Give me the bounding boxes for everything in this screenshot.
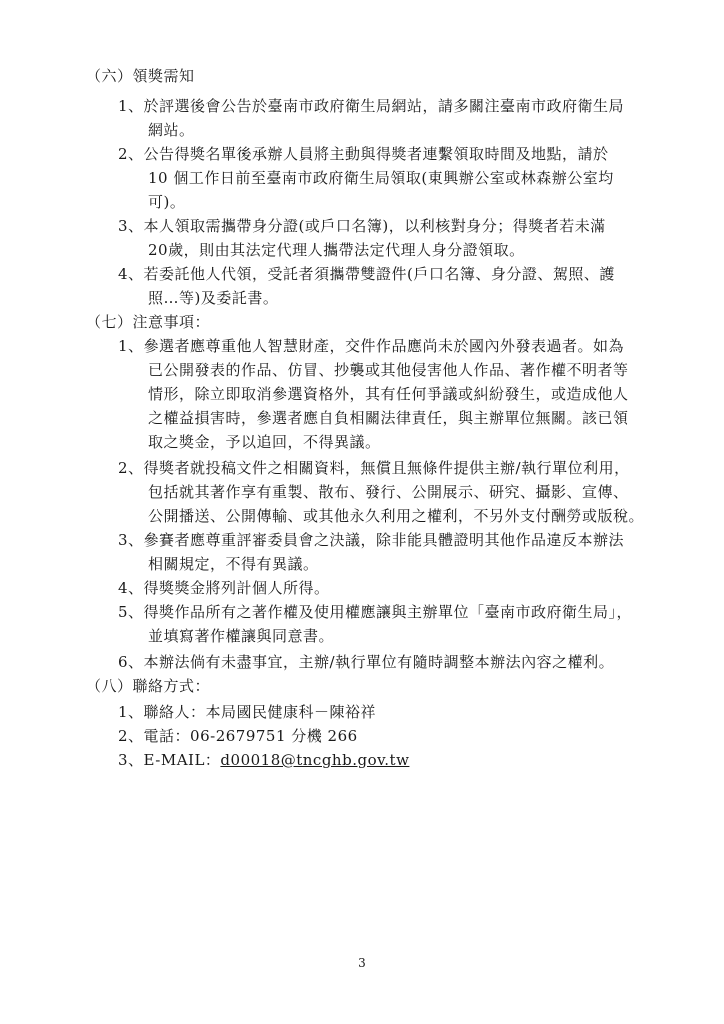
sec6-item2-line1: 2、公告得獎名單後承辦人員將主動與得獎者連繫領取時間及地點，請於 (118, 145, 609, 163)
section-6-heading: （六）領獎需知 (86, 67, 195, 85)
sec6-item1-line2: 網站。 (148, 121, 195, 139)
sec6-item4-line1: 4、若委託他人代領，受託者須攜帶雙證件(戶口名簿、身分證、駕照、護 (118, 265, 615, 283)
sec6-item1-line1: 1、於評選後會公告於臺南市政府衛生局網站，請多關注臺南市政府衛生局 (118, 97, 625, 115)
sec7-item2-line3: 公開播送、公開傳輸、或其他永久利用之權利，不另外支付酬勞或版稅。 (148, 507, 645, 525)
sec7-item1-line4: 之權益損害時，參選者應自負相關法律責任，與主辦單位無關。該已領 (148, 409, 629, 427)
sec7-item3-line2: 相關規定，不得有異議。 (148, 555, 319, 573)
contact-phone: 2、電話：06-2679751 分機 266 (118, 727, 358, 745)
sec7-item5-line1: 5、得獎作品所有之著作權及使用權應讓與主辦單位「臺南市政府衛生局」， (118, 603, 633, 621)
sec7-item2-line1: 2、得獎者就投稿文件之相關資料，無償且無條件提供主辦/執行單位利用， (118, 459, 630, 477)
sec7-item1-line5: 取之獎金，予以追回，不得異議。 (148, 433, 381, 451)
sec7-item5-line2: 並填寫著作權讓與同意書。 (148, 627, 335, 645)
sec7-item6-line1: 6、本辦法倘有未盡事宜，主辦/執行單位有隨時調整本辦法內容之權利。 (118, 653, 615, 671)
contact-person: 1、聯絡人：本局國民健康科－陳裕祥 (118, 703, 377, 721)
section-7-heading: （七）注意事項： (86, 313, 211, 331)
sec6-item2-line2: 10 個工作日前至臺南市政府衛生局領取(東興辦公室或林森辦公室均 (148, 169, 614, 187)
email-label: 3、E-MAIL： (118, 751, 221, 769)
sec6-item2-line3: 可)。 (148, 193, 186, 211)
sec7-item3-line1: 3、參賽者應尊重評審委員會之決議，除非能具體證明其他作品違反本辦法 (118, 531, 625, 549)
sec6-item4-line2: 照…等)及委託書。 (148, 289, 279, 307)
sec6-item3-line1: 3、本人領取需攜帶身分證(或戶口名簿)，以利核對身分；得獎者若未滿 (118, 217, 606, 235)
sec7-item1-line3: 情形，除立即取消參選資格外，其有任何爭議或糾紛發生，或造成他人 (148, 385, 629, 403)
email-link[interactable]: d00018@tncghb.gov.tw (220, 751, 410, 769)
sec7-item1-line2: 已公開發表的作品、仿冒、抄襲或其他侵害他人作品、著作權不明者等 (148, 361, 629, 379)
contact-email-line (118, 750, 409, 770)
sec6-item3-line2: 20歲，則由其法定代理人攜帶法定代理人身分證領取。 (148, 241, 525, 259)
sec7-item4-line1: 4、得獎獎金將列計個人所得。 (118, 579, 330, 597)
page-number: 3 (358, 956, 366, 970)
sec7-item2-line2: 包括就其著作享有重製、散布、發行、公開展示、研究、攝影、宣傳、 (148, 483, 629, 501)
sec7-item1-line1: 1、參選者應尊重他人智慧財產，交件作品應尚未於國內外發表過者。如為 (118, 337, 625, 355)
section-8-heading: （八）聯絡方式： (86, 677, 211, 695)
